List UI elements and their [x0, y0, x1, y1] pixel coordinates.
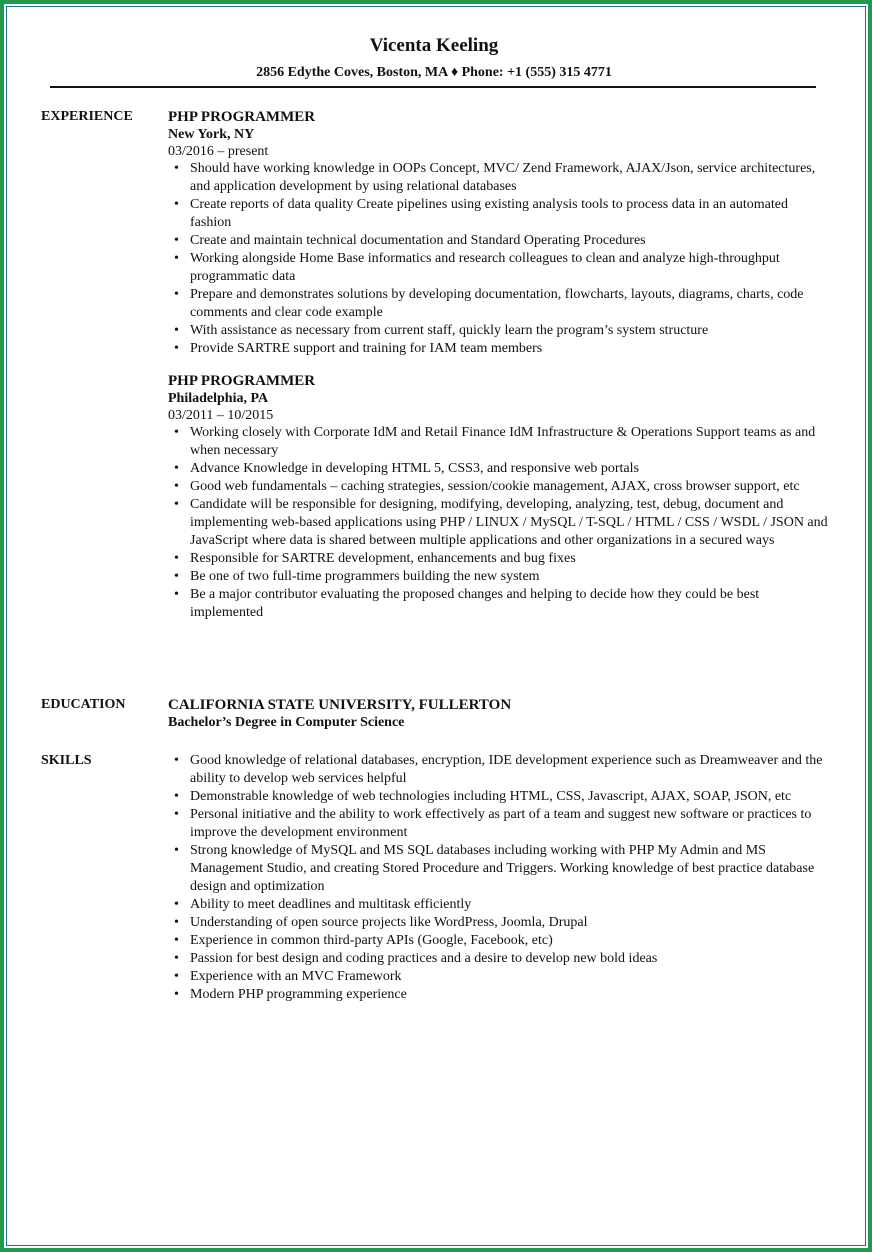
job-title: PHP PROGRAMMER: [168, 373, 316, 389]
list-item: • Good web fundamentals – caching strategies, session/cookie management, AJAX, cross browser support, etc: [168, 478, 828, 496]
header-divider: [50, 86, 816, 88]
section-label: EDUCATION: [41, 697, 126, 712]
job-dates: 03/2011 – 10/2015: [168, 408, 274, 423]
job-location: Philadelphia, PA: [168, 391, 269, 406]
list-item: • Should have working knowledge in OOPs Concept, MVC/ Zend Framework, AJAX/Json, service architectures, and application development by using relational databases: [168, 160, 828, 196]
list-item: • Strong knowledge of MySQL and MS SQL databases including working with PHP My Admin and MS Management Studio, and creating Stored Procedure and Triggers. Working knowledge of best practice database design and optimization: [168, 842, 828, 896]
resume-header: [4, 34, 864, 82]
list-item: • Passion for best design and coding practices and a desire to develop new bold ideas: [168, 950, 828, 968]
job-bullets: [168, 424, 828, 622]
list-item: • Advance Knowledge in developing HTML 5, CSS3, and responsive web portals: [168, 460, 828, 478]
job-entry: [168, 108, 828, 358]
list-item: • Understanding of open source projects like WordPress, Joomla, Drupal: [168, 914, 828, 932]
list-item: • Create and maintain technical documentation and Standard Operating Procedures: [168, 232, 828, 250]
skills-bullets: [168, 752, 828, 1004]
list-item: • Be one of two full-time programmers building the new system: [168, 568, 828, 586]
list-item: • Modern PHP programming experience: [168, 986, 828, 1004]
job-entry: [168, 372, 828, 622]
list-item: • Be a major contributor evaluating the proposed changes and helping to decide how they could be best implemented: [168, 586, 828, 622]
job-title: PHP PROGRAMMER: [168, 109, 316, 125]
list-item: • Working alongside Home Base informatics and research colleagues to clean and analyze high-throughput programmatic data: [168, 250, 828, 286]
section-body: [168, 108, 828, 622]
section-label: SKILLS: [41, 753, 92, 768]
degree: Bachelor’s Degree in Computer Science: [168, 715, 405, 730]
list-item: • Prepare and demonstrates solutions by developing documentation, flowcharts, layouts, diagrams, charts, code comments and clear code example: [168, 286, 828, 322]
contact-line: 2856 Edythe Coves, Boston, MA ♦ Phone: +1 (555) 315 4771: [256, 65, 612, 80]
list-item: • Create reports of data quality Create pipelines using existing analysis tools to process data in an automated fashion: [168, 196, 828, 232]
list-item: • Personal initiative and the ability to work effectively as part of a team and suggest new software or practices to improve the development environment: [168, 806, 828, 842]
list-item: • Ability to meet deadlines and multitask efficiently: [168, 896, 828, 914]
list-item: • Demonstrable knowledge of web technologies including HTML, CSS, Javascript, AJAX, SOAP, JSON, etc: [168, 788, 828, 806]
section-label: EXPERIENCE: [41, 109, 133, 124]
job-bullets: [168, 160, 828, 358]
section-body: [168, 752, 828, 1004]
list-item: • Candidate will be responsible for designing, modifying, developing, analyzing, test, debug, document and implementing web-based applications using PHP / LINUX / MySQL / T-SQL / HTML / CSS / WSDL / JSON and JavaScript where data is shared between multiple applications and other organizations in a secured ways: [168, 496, 828, 550]
list-item: • With assistance as necessary from current staff, quickly learn the program’s system structure: [168, 322, 828, 340]
job-location: New York, NY: [168, 127, 255, 142]
section-body: [168, 696, 828, 732]
school-name: CALIFORNIA STATE UNIVERSITY, FULLERTON: [168, 697, 512, 713]
list-item: • Provide SARTRE support and training for IAM team members: [168, 340, 828, 358]
list-item: • Experience in common third-party APIs (Google, Facebook, etc): [168, 932, 828, 950]
list-item: • Working closely with Corporate IdM and Retail Finance IdM Infrastructure & Operations Support teams as and when necessary: [168, 424, 828, 460]
list-item: • Responsible for SARTRE development, enhancements and bug fixes: [168, 550, 828, 568]
list-item: • Experience with an MVC Framework: [168, 968, 828, 986]
list-item: • Good knowledge of relational databases, encryption, IDE development experience such as Dreamweaver and the ability to develop web services helpful: [168, 752, 828, 788]
candidate-name: Vicenta Keeling: [369, 35, 499, 56]
job-dates: 03/2016 – present: [168, 144, 269, 159]
